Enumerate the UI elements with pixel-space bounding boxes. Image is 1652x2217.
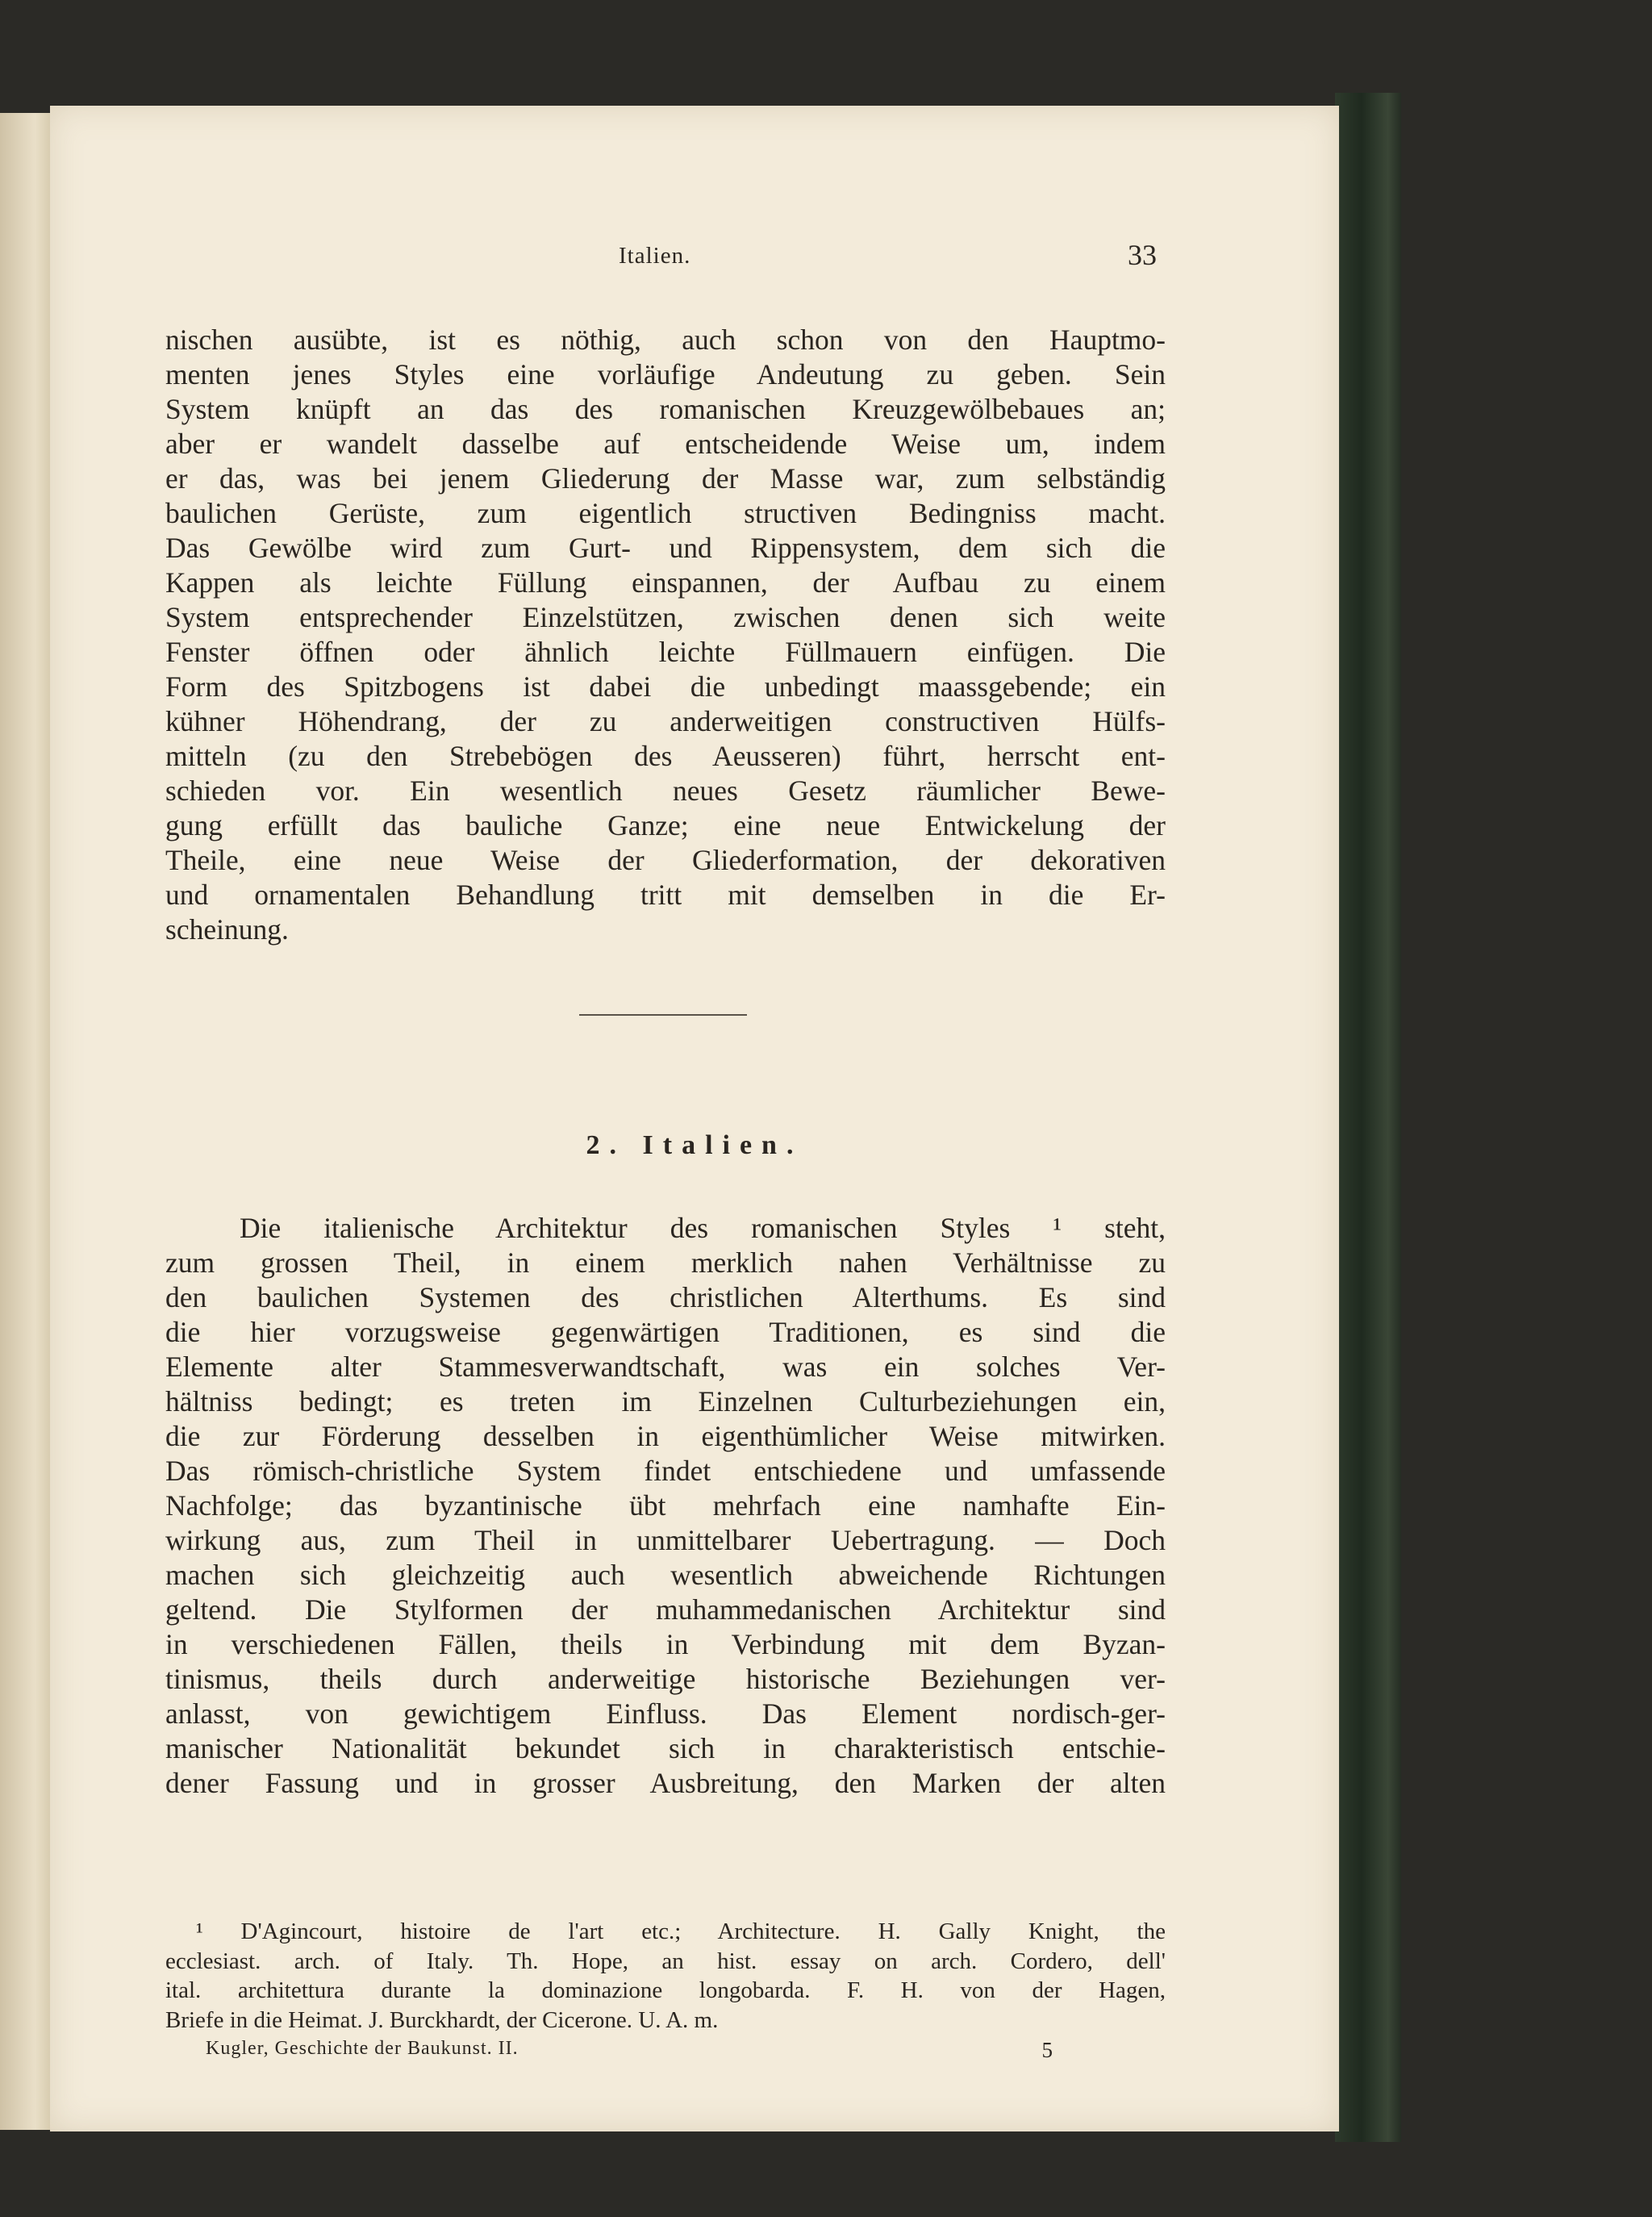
signature-mark: 5 [1041,2038,1053,2062]
paragraph-1 [165,323,1166,947]
text-line: den baulichen Systemen des christlichen Alterthums. Es sind [165,1281,1166,1313]
text-line: nischen ausübte, ist es nöthig, auch schon von den Hauptmo- [165,324,1166,356]
text-line: anlasst, von gewichtigem Einfluss. Das Element nordisch-ger- [165,1697,1166,1730]
text-line: er das, was bei jenem Gliederung der Masse war, zum selbständig [165,462,1166,495]
text-line: Die italienische Architektur des romanischen Styles ¹ steht, [240,1212,1166,1244]
text-line: ¹ D'Agincourt, histoire de l'art etc.; Architecture. H. Gally Knight, the [196,1918,1166,1944]
text-line: System knüpft an das des romanischen Kreuzgewölbebaues an; [165,393,1166,425]
text-line: wirkung aus, zum Theil in unmittelbarer Uebertragung. — Doch [165,1524,1166,1556]
page-number: 33 [1128,239,1157,271]
section-separator-rule [579,1014,747,1016]
text-line: gung erfüllt das bauliche Ganze; eine neue Entwickelung der [165,809,1166,841]
signature-text: Kugler, Geschichte der Baukunst. II. [206,2038,519,2059]
text-line: in verschiedenen Fällen, theils in Verbindung mit dem Byzan- [165,1628,1166,1660]
text-line: baulichen Gerüste, zum eigentlich structiven Bedingniss macht. [165,497,1166,529]
printer-signature [206,2038,1053,2060]
text-line: hältniss bedingt; es treten im Einzelnen Culturbeziehungen ein, [165,1385,1166,1417]
text-line: Das Gewölbe wird zum Gurt- und Rippensystem, dem sich die [165,532,1166,564]
text-line: zum grossen Theil, in einem merklich nahen Verhältnisse zu [165,1246,1166,1279]
book-binding [1335,93,1401,2142]
text-line: ecclesiast. arch. of Italy. Th. Hope, an hist. essay on arch. Cordero, dell' [165,1948,1166,1974]
running-head-title: Italien. [619,243,691,269]
text-line: die zur Förderung desselben in eigenthümlicher Weise mitwirken. [165,1420,1166,1452]
adjacent-page-edge [0,113,50,2130]
text-line: Fenster öffnen oder ähnlich leichte Füllmauern einfügen. Die [165,636,1166,668]
section-heading: 2. Italien. [586,1130,803,1160]
paragraph-2 [165,1211,1166,1801]
text-line: ital. architettura durante la dominazione longobarda. F. H. von der Hagen, [165,1977,1166,2003]
text-line: Elemente alter Stammesverwandtschaft, was ein solches Ver- [165,1351,1166,1383]
text-line: tinismus, theils durch anderweitige historische Beziehungen ver- [165,1663,1166,1695]
text-line: die hier vorzugsweise gegenwärtigen Traditionen, es sind die [165,1316,1166,1348]
text-line: scheinung. [165,913,289,946]
text-line: Form des Spitzbogens ist dabei die unbedingt maassgebende; ein [165,670,1166,703]
text-line: Nachfolge; das byzantinische übt mehrfach eine namhafte Ein- [165,1489,1166,1522]
text-line: manischer Nationalität bekundet sich in charakteristisch entschie- [165,1732,1166,1764]
text-line: Theile, eine neue Weise der Gliederformation, der dekorativen [165,844,1166,876]
footnotes [165,1917,1166,2035]
text-line: machen sich gleichzeitig auch wesentlich abweichende Richtungen [165,1559,1166,1591]
text-line: und ornamentalen Behandlung tritt mit demselben in die Er- [165,879,1166,911]
text-line: schieden vor. Ein wesentlich neues Gesetz räumlicher Bewe- [165,774,1166,807]
text-line: menten jenes Styles eine vorläufige Andeutung zu geben. Sein [165,358,1166,390]
running-head [50,239,1339,275]
text-line: kühner Höhendrang, der zu anderweitigen constructiven Hülfs- [165,705,1166,737]
text-line: Kappen als leichte Füllung einspannen, der Aufbau zu einem [165,566,1166,599]
text-line: dener Fassung und in grosser Ausbreitung, den Marken der alten [165,1767,1166,1799]
text-line: aber er wandelt dasselbe auf entscheidende Weise um, indem [165,428,1166,460]
text-line: System entsprechender Einzelstützen, zwischen denen sich weite [165,601,1166,633]
text-line: Briefe in die Heimat. J. Burckhardt, der Cicerone. U. A. m. [165,2006,719,2033]
text-line: geltend. Die Stylformen der muhammedanischen Architektur sind [165,1593,1166,1626]
text-line: mitteln (zu den Strebebögen des Aeusseren) führt, herrscht ent- [165,740,1166,772]
book-page [50,106,1339,2131]
text-line: Das römisch-christliche System findet entschiedene und umfassende [165,1455,1166,1487]
